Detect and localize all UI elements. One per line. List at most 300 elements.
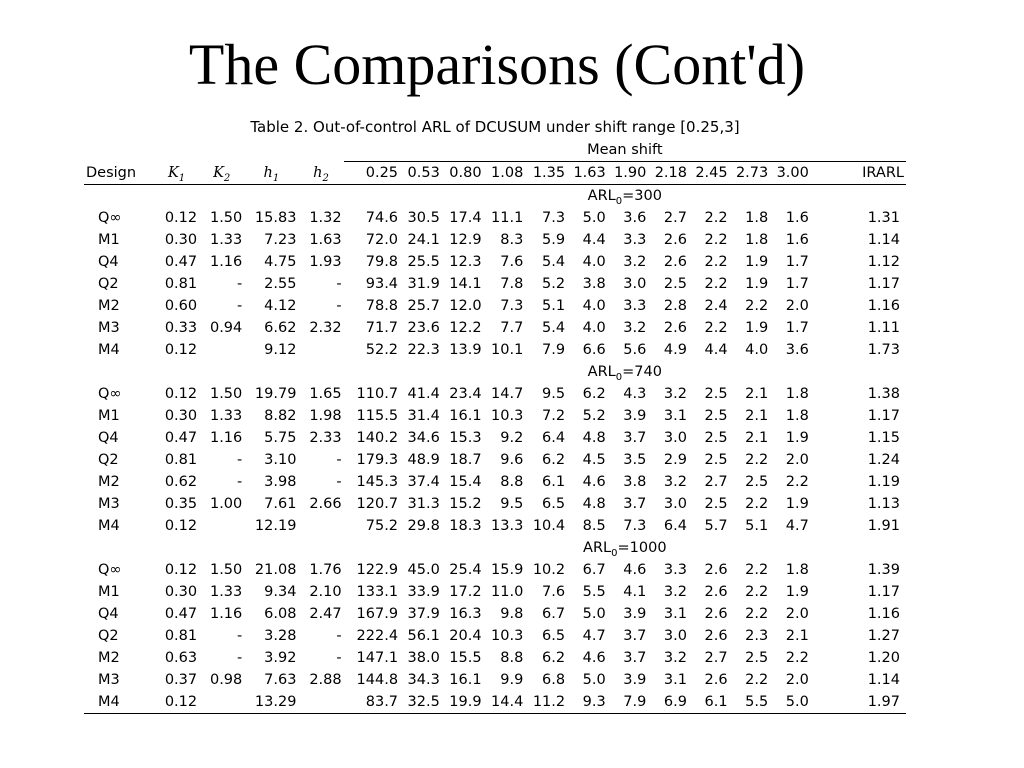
arl-cell: 5.0 — [582, 606, 606, 622]
arl-cell: 8.8 — [500, 474, 524, 490]
arl-cell: 2.0 — [785, 606, 809, 622]
k1-cell: 0.30 — [164, 408, 198, 424]
arl-cell: 2.6 — [704, 562, 728, 578]
h1-cell: 3.10 — [264, 452, 297, 468]
h2-cell: 2.33 — [309, 430, 342, 446]
arl-cell: 9.5 — [542, 386, 566, 402]
arl-cell: 2.5 — [704, 408, 728, 424]
arl-cell: 5.9 — [542, 232, 566, 248]
arl-cell: 16.1 — [449, 672, 482, 688]
arl-cell: 2.2 — [704, 232, 728, 248]
arl-cell: 2.2 — [785, 650, 809, 666]
arl-cell: 93.4 — [365, 276, 399, 292]
arl-cell: 167.9 — [356, 606, 399, 622]
column-header-row — [84, 162, 906, 185]
arl-cell: 2.2 — [745, 496, 769, 512]
arl-cell: 110.7 — [356, 386, 399, 402]
irarl-cell: 1.73 — [867, 342, 900, 358]
arl-cell: 6.5 — [542, 628, 566, 644]
k1-cell: 0.30 — [164, 584, 198, 600]
arl-cell: 23.6 — [407, 320, 440, 336]
arl-cell: 2.7 — [704, 650, 728, 666]
header-shift: 1.35 — [525, 162, 567, 185]
arl-cell: 78.8 — [365, 298, 399, 314]
arl-cell: 120.7 — [356, 496, 399, 512]
arl-cell: 1.9 — [785, 496, 809, 512]
design-cell: M2 — [98, 298, 120, 314]
k2-cell: 1.33 — [209, 584, 243, 600]
arl-cell: 11.2 — [525, 691, 567, 714]
design-cell: M2 — [98, 650, 120, 666]
h1-cell: 3.28 — [264, 628, 297, 644]
arl-cell: 4.6 — [582, 650, 606, 666]
header-shift: 2.73 — [730, 162, 771, 185]
k2-cell: 1.16 — [209, 254, 243, 270]
h2-cell: 1.76 — [309, 562, 342, 578]
arl-cell: 3.0 — [623, 276, 647, 292]
header-k2: $K_2$ — [199, 162, 244, 185]
arl-cell: 3.8 — [623, 474, 647, 490]
arl-cell: 222.4 — [356, 628, 399, 644]
arl-cell: 29.8 — [407, 518, 440, 534]
design-cell: Q4 — [98, 606, 119, 622]
block-header-row — [84, 537, 906, 559]
k2-cell: 1.50 — [209, 386, 243, 402]
irarl-cell: 1.39 — [867, 562, 900, 578]
arl-cell: 4.6 — [623, 562, 647, 578]
irarl-cell: 1.27 — [867, 628, 900, 644]
arl-cell: 2.6 — [663, 254, 687, 270]
arl-cell: 18.3 — [449, 518, 482, 534]
h1-cell: 3.92 — [264, 650, 297, 666]
arl-cell: 1.8 — [785, 386, 809, 402]
arl-cell: 2.0 — [785, 672, 809, 688]
arl-cell: 4.0 — [582, 320, 606, 336]
arl-cell: 6.9 — [648, 691, 689, 714]
h1-cell: 6.62 — [264, 320, 297, 336]
arl-cell: 7.3 — [623, 518, 647, 534]
design-cell: Q4 — [98, 254, 119, 270]
arl-cell: 1.8 — [785, 408, 809, 424]
k1-cell: 0.63 — [164, 650, 198, 666]
arl-cell: 145.3 — [356, 474, 399, 490]
k2-cell — [199, 691, 244, 714]
arl-cell: 4.8 — [582, 496, 606, 512]
slide-title: The Comparisons (Cont'd) — [188, 32, 806, 97]
design-cell: Q∞ — [98, 210, 122, 226]
h2-cell: - — [336, 628, 342, 644]
arl-cell: 8.8 — [500, 650, 524, 666]
arl-cell: 4.0 — [745, 342, 769, 358]
arl-cell: 5.7 — [704, 518, 728, 534]
arl-cell: 2.2 — [745, 452, 769, 468]
irarl-cell: 1.19 — [867, 474, 900, 490]
arl-cell: 2.3 — [745, 628, 769, 644]
block-header-row — [84, 361, 906, 383]
h2-cell: - — [336, 276, 342, 292]
arl-cell: 179.3 — [356, 452, 399, 468]
arl-cell: 2.4 — [704, 298, 728, 314]
arl-cell: 140.2 — [356, 430, 399, 446]
arl-cell: 8.3 — [500, 232, 524, 248]
header-shift: 0.80 — [442, 162, 484, 185]
arl-cell: 1.9 — [745, 320, 769, 336]
header-shift: 1.63 — [567, 162, 608, 185]
k1-cell: 0.81 — [164, 628, 198, 644]
arl-cell: 3.2 — [663, 584, 687, 600]
irarl-cell: 1.97 — [811, 691, 906, 714]
arl-cell: 71.7 — [365, 320, 399, 336]
design-cell: M2 — [98, 474, 120, 490]
k2-cell: 0.98 — [209, 672, 243, 688]
arl-cell: 4.4 — [582, 232, 606, 248]
header-design: Design — [84, 162, 154, 185]
arl-cell: 7.7 — [500, 320, 524, 336]
arl-cell: 3.3 — [623, 232, 647, 248]
k1-cell: 0.81 — [164, 452, 198, 468]
arl-cell: 16.3 — [449, 606, 482, 622]
arl-cell: 115.5 — [356, 408, 399, 424]
k2-cell: 1.16 — [209, 430, 243, 446]
arl-cell: 3.8 — [582, 276, 606, 292]
k2-cell: 1.00 — [209, 496, 243, 512]
arl-cell: 1.9 — [745, 254, 769, 270]
arl-cell: 15.3 — [449, 430, 482, 446]
arl-cell: 2.2 — [785, 474, 809, 490]
k1-cell: 0.12 — [164, 518, 198, 534]
arl-cell: 48.9 — [407, 452, 440, 468]
arl-cell: 14.4 — [484, 691, 526, 714]
arl-cell: 2.2 — [745, 562, 769, 578]
arl-cell: 10.3 — [491, 408, 524, 424]
arl-cell: 14.7 — [491, 386, 524, 402]
h2-cell: 1.32 — [309, 210, 342, 226]
table-row — [84, 515, 906, 537]
k2-cell: - — [237, 452, 243, 468]
arl-cell: 7.6 — [542, 584, 566, 600]
k1-cell: 0.30 — [164, 232, 198, 248]
arl-cell: 3.2 — [663, 386, 687, 402]
arl-cell: 38.0 — [407, 650, 440, 666]
table-row — [84, 669, 906, 691]
irarl-cell: 1.14 — [867, 672, 900, 688]
design-cell: M3 — [98, 320, 120, 336]
arl-cell: 31.4 — [407, 408, 440, 424]
arl-cell: 6.7 — [542, 606, 566, 622]
irarl-cell: 1.24 — [867, 452, 900, 468]
arl-cell: 16.1 — [449, 408, 482, 424]
table-row — [84, 603, 906, 625]
h2-cell: 1.98 — [309, 408, 342, 424]
arl-table — [84, 139, 906, 714]
h1-cell: 12.19 — [254, 518, 297, 534]
irarl-cell: 1.38 — [867, 386, 900, 402]
arl-cell: 2.2 — [704, 276, 728, 292]
arl-cell: 5.0 — [582, 210, 606, 226]
arl-cell: 41.4 — [407, 386, 440, 402]
arl-cell: 4.6 — [582, 474, 606, 490]
k1-cell: 0.33 — [164, 320, 198, 336]
arl-cell: 2.2 — [745, 672, 769, 688]
irarl-cell: 1.14 — [867, 232, 900, 248]
arl-cell: 10.3 — [491, 628, 524, 644]
arl-cell: 6.6 — [582, 342, 606, 358]
arl-cell: 5.4 — [542, 254, 566, 270]
irarl-cell: 1.16 — [867, 606, 900, 622]
arl-cell: 1.9 — [785, 430, 809, 446]
arl-cell: 1.8 — [785, 562, 809, 578]
arl-cell: 3.2 — [623, 254, 647, 270]
h1-cell: 7.61 — [264, 496, 297, 512]
arl-cell: 5.6 — [623, 342, 647, 358]
h2-cell: - — [336, 474, 342, 490]
arl-cell: 2.1 — [785, 628, 809, 644]
k2-cell: - — [237, 276, 243, 292]
arl-cell: 2.2 — [704, 254, 728, 270]
arl-cell: 7.8 — [500, 276, 524, 292]
design-cell: Q4 — [98, 430, 119, 446]
h2-cell: - — [336, 298, 342, 314]
block-header-spacer — [84, 185, 344, 208]
arl-cell: 4.7 — [785, 518, 809, 534]
k1-cell: 0.12 — [164, 342, 198, 358]
design-cell: M1 — [98, 232, 120, 248]
arl-cell: 1.9 — [785, 584, 809, 600]
block-header-row — [84, 185, 906, 208]
arl-cell: 3.7 — [623, 430, 647, 446]
h2-cell: 1.93 — [309, 254, 342, 270]
h1-cell: 4.75 — [264, 254, 297, 270]
arl-cell: 4.0 — [582, 254, 606, 270]
arl-cell: 10.2 — [532, 562, 566, 578]
arl-cell: 2.0 — [785, 452, 809, 468]
arl-cell: 7.9 — [542, 342, 566, 358]
table-caption: Table 2. Out-of-control ARL of DCUSUM under shift range [0.25,3] — [250, 118, 740, 136]
header-shift: 1.90 — [608, 162, 649, 185]
k2-cell: 1.16 — [209, 606, 243, 622]
k1-cell: 0.47 — [164, 606, 198, 622]
h2-cell — [298, 515, 343, 537]
arl-cell: 3.7 — [623, 496, 647, 512]
header-shift: 2.18 — [648, 162, 689, 185]
arl-cell: 17.4 — [449, 210, 482, 226]
k1-cell: 0.12 — [164, 562, 198, 578]
table-row — [84, 317, 906, 339]
arl-cell: 4.0 — [582, 298, 606, 314]
arl-cell: 13.9 — [449, 342, 482, 358]
header-shift: 0.25 — [344, 162, 400, 185]
irarl-cell: 1.11 — [867, 320, 900, 336]
arl-cell: 30.5 — [407, 210, 440, 226]
header-h2: $h_2$ — [298, 162, 343, 185]
arl-cell: 20.4 — [449, 628, 482, 644]
arl-cell: 9.8 — [500, 606, 524, 622]
arl-cell: 56.1 — [407, 628, 440, 644]
header-shift: 3.00 — [770, 162, 811, 185]
arl-cell: 3.1 — [663, 606, 687, 622]
k1-cell: 0.60 — [164, 298, 198, 314]
arl-cell: 6.1 — [689, 691, 730, 714]
k1-cell: 0.12 — [164, 386, 198, 402]
irarl-cell: 1.16 — [867, 298, 900, 314]
arl-cell: 9.5 — [500, 496, 524, 512]
arl-cell: 4.7 — [582, 628, 606, 644]
block-label: $ARL_0=740$ — [587, 364, 662, 383]
design-cell: Q2 — [98, 628, 119, 644]
h1-cell: 4.12 — [264, 298, 297, 314]
arl-cell: 12.3 — [449, 254, 482, 270]
arl-cell: 6.4 — [663, 518, 687, 534]
table-row — [84, 229, 906, 251]
arl-cell: 2.1 — [745, 386, 769, 402]
arl-cell: 3.1 — [663, 672, 687, 688]
arl-cell: 2.6 — [704, 606, 728, 622]
table-row — [84, 251, 906, 273]
arl-cell: 2.5 — [704, 430, 728, 446]
header-h1: $h_1$ — [244, 162, 298, 185]
arl-cell: 83.7 — [344, 691, 400, 714]
arl-cell: 24.1 — [407, 232, 440, 248]
arl-cell: 6.2 — [542, 650, 566, 666]
mean-shift-header-row — [84, 139, 906, 162]
arl-cell: 15.2 — [449, 496, 482, 512]
arl-cell: 1.6 — [785, 210, 809, 226]
arl-cell: 1.7 — [785, 320, 809, 336]
k1-cell: 0.12 — [164, 210, 198, 226]
arl-cell: 2.6 — [704, 672, 728, 688]
arl-cell: 5.2 — [542, 276, 566, 292]
arl-cell: 5.0 — [582, 672, 606, 688]
arl-cell: 22.3 — [407, 342, 440, 358]
arl-cell: 6.2 — [582, 386, 606, 402]
table-row — [84, 581, 906, 603]
arl-cell: 45.0 — [407, 562, 440, 578]
arl-cell: 6.4 — [542, 430, 566, 446]
arl-cell: 18.7 — [449, 452, 482, 468]
design-cell: M3 — [98, 496, 120, 512]
arl-cell: 3.5 — [623, 452, 647, 468]
arl-cell: 5.0 — [770, 691, 811, 714]
arl-cell: 2.7 — [704, 474, 728, 490]
arl-cell: 3.0 — [663, 628, 687, 644]
arl-cell: 1.7 — [785, 254, 809, 270]
k2-cell — [199, 515, 244, 537]
arl-cell: 2.6 — [663, 320, 687, 336]
arl-cell: 6.7 — [582, 562, 606, 578]
arl-cell: 5.1 — [542, 298, 566, 314]
h2-cell: 2.88 — [309, 672, 342, 688]
arl-cell: 10.4 — [532, 518, 566, 534]
arl-cell: 31.3 — [407, 496, 440, 512]
k2-cell: - — [237, 474, 243, 490]
table-row — [84, 559, 906, 581]
block-label: $ARL_0=1000$ — [583, 540, 667, 559]
arl-cell: 2.5 — [663, 276, 687, 292]
arl-cell: 2.6 — [704, 628, 728, 644]
arl-cell: 7.9 — [608, 691, 649, 714]
arl-cell: 2.5 — [745, 650, 769, 666]
arl-cell: 122.9 — [356, 562, 399, 578]
arl-cell: 15.9 — [491, 562, 524, 578]
irarl-cell: 1.31 — [867, 210, 900, 226]
arl-cell: 2.0 — [785, 298, 809, 314]
table-row — [84, 295, 906, 317]
arl-cell: 4.8 — [582, 430, 606, 446]
h2-cell: 1.63 — [309, 232, 342, 248]
h2-cell: 2.32 — [309, 320, 342, 336]
arl-cell: 25.7 — [407, 298, 440, 314]
k1-cell: 0.81 — [164, 276, 198, 292]
header-irarl: IRARL — [811, 162, 906, 185]
irarl-cell: 1.91 — [867, 518, 900, 534]
arl-cell: 2.2 — [745, 298, 769, 314]
arl-cell: 12.9 — [449, 232, 482, 248]
arl-cell: 4.5 — [582, 452, 606, 468]
arl-cell: 144.8 — [356, 672, 399, 688]
design-cell: Q2 — [98, 276, 119, 292]
header-shift: 0.53 — [400, 162, 442, 185]
arl-cell: 72.0 — [365, 232, 399, 248]
arl-cell: 4.1 — [623, 584, 647, 600]
arl-cell: 9.3 — [567, 691, 608, 714]
arl-cell: 3.2 — [623, 320, 647, 336]
header-shift: 2.45 — [689, 162, 730, 185]
table-row — [84, 207, 906, 229]
block-label: $ARL_0=300$ — [587, 188, 662, 207]
h2-cell: 2.10 — [309, 584, 342, 600]
arl-cell: 3.0 — [663, 430, 687, 446]
table-row — [84, 647, 906, 669]
arl-cell: 147.1 — [356, 650, 399, 666]
irarl-cell: 1.17 — [867, 584, 900, 600]
k2-cell: 1.33 — [209, 232, 243, 248]
arl-cell: 2.5 — [704, 386, 728, 402]
arl-cell: 12.2 — [449, 320, 482, 336]
k2-cell — [199, 339, 244, 361]
h1-cell: 7.63 — [264, 672, 297, 688]
arl-cell: 2.5 — [704, 452, 728, 468]
arl-cell: 19.9 — [442, 691, 484, 714]
arl-cell: 2.8 — [663, 298, 687, 314]
arl-cell: 9.2 — [500, 430, 524, 446]
k2-cell: 1.33 — [209, 408, 243, 424]
irarl-cell: 1.13 — [867, 496, 900, 512]
arl-cell: 15.5 — [449, 650, 482, 666]
arl-cell: 7.6 — [500, 254, 524, 270]
table-row — [84, 625, 906, 647]
arl-cell: 7.3 — [542, 210, 566, 226]
k2-cell: 1.50 — [209, 562, 243, 578]
k2-cell: 0.94 — [209, 320, 243, 336]
arl-cell: 3.9 — [623, 408, 647, 424]
arl-cell: 7.2 — [542, 408, 566, 424]
arl-cell: 6.2 — [542, 452, 566, 468]
k1-cell: 0.47 — [164, 254, 198, 270]
design-cell: Q∞ — [98, 562, 122, 578]
arl-cell: 4.4 — [704, 342, 728, 358]
irarl-cell: 1.15 — [867, 430, 900, 446]
h1-cell: 15.83 — [254, 210, 297, 226]
arl-cell: 3.6 — [623, 210, 647, 226]
design-cell: Q∞ — [98, 386, 122, 402]
k1-cell: 0.35 — [164, 496, 198, 512]
arl-cell: 34.3 — [407, 672, 440, 688]
block-header-spacer — [84, 537, 344, 559]
arl-cell: 37.4 — [407, 474, 440, 490]
table-row — [84, 493, 906, 515]
arl-cell: 6.1 — [542, 474, 566, 490]
arl-cell: 2.2 — [745, 584, 769, 600]
